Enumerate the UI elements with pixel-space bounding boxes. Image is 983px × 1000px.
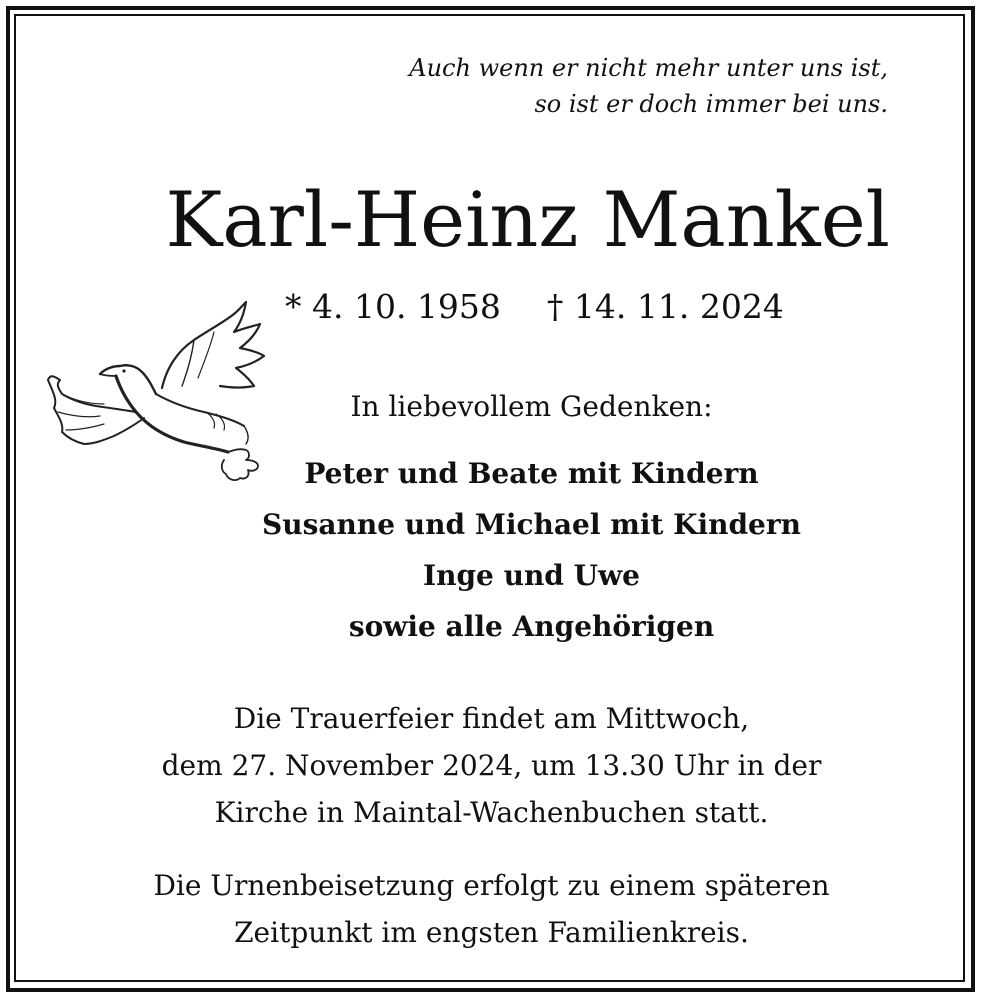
gedenken-heading: In liebevollem Gedenken: — [350, 390, 713, 423]
burial-line: Zeitpunkt im engsten Familienkreis. — [234, 916, 749, 949]
ceremony-line: Die Trauerfeier findet am Mittwoch, — [233, 702, 750, 735]
mourner-line: sowie alle Angehörigen — [348, 610, 715, 643]
mourner-line: Inge und Uwe — [423, 559, 640, 592]
mourner-line: Susanne und Michael mit Kindern — [262, 508, 801, 541]
birth-date: * 4. 10. 1958 — [285, 287, 501, 326]
mourner-line: Peter und Beate mit Kindern — [304, 457, 759, 490]
mourners-list — [40, 448, 983, 652]
ceremony-line: dem 27. November 2024, um 13.30 Uhr in der — [161, 749, 822, 782]
life-dates — [285, 283, 784, 331]
motto-line-1: Auch wenn er nicht mehr unter uns ist, — [409, 54, 888, 82]
burial-line: Die Urnenbeisetzung erfolgt zu einem späteren — [153, 869, 830, 902]
motto — [409, 50, 888, 122]
ceremony-line: Kirche in Maintal-Wachenbuchen statt. — [214, 796, 769, 829]
ceremony-info — [0, 695, 983, 836]
death-date: † 14. 11. 2024 — [546, 287, 784, 326]
deceased-name: Karl-Heinz Mankel — [165, 175, 890, 264]
motto-line-2: so ist er doch immer bei uns. — [534, 90, 888, 118]
burial-info — [0, 862, 983, 956]
